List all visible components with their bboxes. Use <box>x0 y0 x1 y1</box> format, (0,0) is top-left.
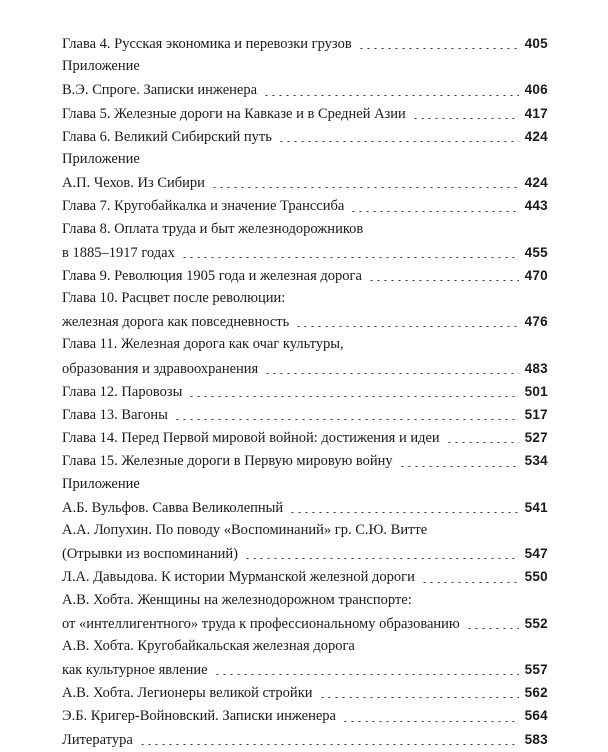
dot-leader <box>421 582 519 583</box>
toc-entry-title: А.П. Чехов. Из Сибири <box>62 175 205 192</box>
toc-entry <box>62 449 548 472</box>
toc-entry <box>62 681 548 704</box>
toc-entry <box>62 218 548 241</box>
toc-page-number: 405 <box>524 36 548 51</box>
dot-leader <box>263 95 519 96</box>
toc-entry <box>62 565 548 588</box>
toc-entry <box>62 403 548 426</box>
toc-page-number: 483 <box>524 360 548 376</box>
toc-page-number: 476 <box>524 314 548 330</box>
toc-page-number: 557 <box>524 662 548 678</box>
toc-entry-title: от «интеллигентного» труда к профессиональному образованию <box>62 615 460 632</box>
toc-page-number: 424 <box>524 128 548 144</box>
dot-leader <box>174 419 519 420</box>
dot-leader <box>181 257 519 258</box>
toc-page-number: 534 <box>524 453 548 469</box>
toc-entry <box>62 148 548 171</box>
dot-leader <box>319 697 519 698</box>
dot-leader <box>412 118 519 119</box>
toc-entry-title: Глава 9. Революция 1905 года и железная дорога <box>62 267 362 284</box>
toc-entry <box>62 380 548 403</box>
toc-entry-title: в 1885–1917 годах <box>62 244 175 261</box>
toc-entry <box>62 194 548 217</box>
toc-entry <box>62 496 548 519</box>
dot-leader <box>295 326 518 327</box>
toc-page-number: 470 <box>524 267 548 283</box>
dot-leader <box>466 628 519 629</box>
toc-entry <box>62 635 548 658</box>
toc-page-number: 550 <box>524 569 548 585</box>
toc-entry-title: железная дорога как повседневность <box>62 314 290 331</box>
toc-entry-title: образования и здравоохранения <box>62 360 259 377</box>
toc-entry-title: Глава 5. Железные дороги на Кавказе и в Средней Азии <box>62 105 406 122</box>
toc-entry-title: Глава 10. Расцвет после революции: <box>62 290 286 307</box>
toc-page-number: 455 <box>524 244 548 260</box>
toc-page-number: 424 <box>524 175 548 191</box>
toc-entry-title: А.А. Лопухин. По поводу «Воспоминаний» гр. С.Ю. Витте <box>62 521 428 538</box>
toc-page-number: 527 <box>524 430 548 446</box>
toc-page-number: 417 <box>524 105 548 121</box>
toc-entry <box>62 473 548 496</box>
toc-entry <box>62 102 548 125</box>
toc-page-number: 517 <box>524 407 548 422</box>
toc-entry <box>62 55 548 78</box>
toc-entry <box>62 542 548 565</box>
toc-entry <box>62 333 548 356</box>
dot-leader <box>446 442 519 443</box>
toc-entry-title: Э.Б. Кригер-Войновский. Записки инженера <box>62 708 336 725</box>
dot-leader <box>358 48 519 49</box>
toc-page-number: 562 <box>524 685 548 701</box>
toc-entry <box>62 287 548 310</box>
dot-leader <box>214 674 519 675</box>
toc-entry-title: А.В. Хобта. Легионеры великой стройки <box>62 685 313 702</box>
dot-leader <box>278 141 519 142</box>
toc-entry <box>62 171 548 194</box>
toc-entry-title: Глава 11. Железная дорога как очаг культуры, <box>62 336 344 353</box>
toc-entry <box>62 357 548 380</box>
toc-entry-title: Глава 12. Паровозы <box>62 383 183 400</box>
toc-entry-title: Приложение <box>62 150 140 167</box>
toc-entry-title: Глава 15. Железные дороги в Первую мировую войну <box>62 453 393 470</box>
toc-entry-title: Глава 13. Вагоны <box>62 407 168 423</box>
toc-page-number: 564 <box>524 708 548 724</box>
toc-page-number: 541 <box>524 499 548 515</box>
toc-entry <box>62 32 548 55</box>
dot-leader <box>264 373 518 374</box>
toc-entry-title: Л.А. Давыдова. К истории Мурманской железной дороги <box>62 569 415 586</box>
toc-entry <box>62 612 548 635</box>
toc-entry-title: А.Б. Вульфов. Савва Великолепный <box>62 499 284 516</box>
toc-entry-title: А.В. Хобта. Женщины на железнодорожном транспорте: <box>62 591 412 608</box>
toc-entry <box>62 519 548 542</box>
toc-entry-title: Глава 14. Перед Первой мировой войной: достижения и идеи <box>62 430 440 447</box>
toc-entry-title: Приложение <box>62 58 140 75</box>
toc-entry <box>62 589 548 612</box>
toc-page-number: 552 <box>524 615 548 631</box>
toc-entry-title: А.В. Хобта. Кругобайкальская железная дорога <box>62 637 355 654</box>
toc-entry-title: Приложение <box>62 475 140 492</box>
toc-entry <box>62 728 548 751</box>
toc-entry <box>62 658 548 681</box>
toc-page-number: 406 <box>524 82 548 98</box>
toc-page-number: 547 <box>524 546 548 562</box>
toc-page-number: 583 <box>524 731 548 747</box>
dot-leader <box>399 466 519 467</box>
toc-page-number: 443 <box>524 198 548 214</box>
toc-entry <box>62 125 548 148</box>
toc-entry-title: Литература <box>62 731 133 748</box>
toc-entry-title: Глава 4. Русская экономика и перевозки грузов <box>62 36 352 52</box>
toc-entry <box>62 310 548 333</box>
dot-leader <box>188 396 518 397</box>
toc-entry <box>62 241 548 264</box>
toc-entry-title: В.Э. Спроге. Записки инженера <box>62 82 258 99</box>
toc-entry <box>62 704 548 727</box>
toc-entry-title: Глава 7. Кругобайкалка и значение Транссиба <box>62 198 345 215</box>
toc-entry-title: Глава 6. Великий Сибирский путь <box>62 128 272 145</box>
toc-entry <box>62 264 548 287</box>
dot-leader <box>368 280 519 281</box>
toc-entry-title: Глава 8. Оплата труда и быт железнодорожников <box>62 220 364 237</box>
dot-leader <box>244 558 519 559</box>
dot-leader <box>211 187 519 188</box>
toc-entry-title: (Отрывки из воспоминаний) <box>62 546 238 563</box>
toc-entry <box>62 426 548 449</box>
dot-leader <box>342 721 519 722</box>
toc-page-number: 501 <box>524 383 548 399</box>
dot-leader <box>139 744 519 745</box>
dot-leader <box>289 512 518 513</box>
toc-entry-title: как культурное явление <box>62 662 208 679</box>
dot-leader <box>350 211 518 212</box>
toc-entry <box>62 78 548 101</box>
table-of-contents <box>62 32 548 751</box>
